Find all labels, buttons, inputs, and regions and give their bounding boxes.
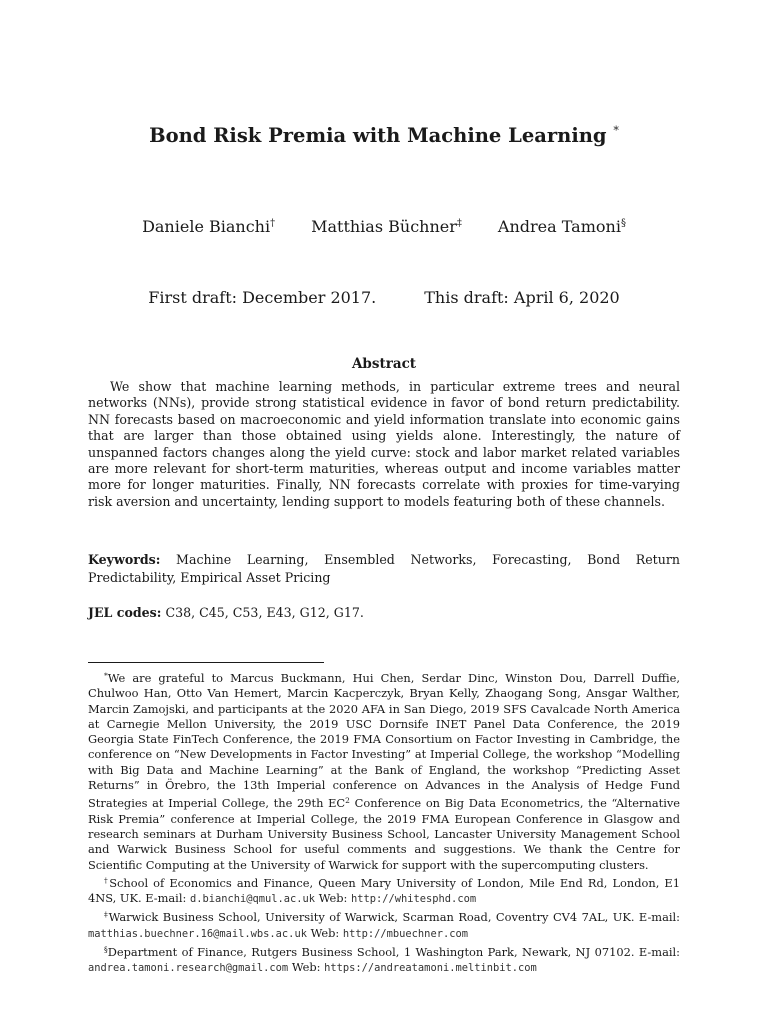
footnote-text: We are grateful to Marcus Buckmann, Hui Chen, Serdar Dinc, Winston Dou, Darrell Duffie, Chulwoo Han, Otto Van Hemert, Marcin Kacperczyk, Bryan Kelly, Zhaogang Song, Ansgar Walther, Marcin Zamojski, and participants at the 2020 AFA in San Diego, 2019 SFS Cavalcade North America at Carnegie Mellon University, the 2019 USC Dornsife INET Panel Data Conference, the 2019 Georgia State FinTech Conference, the 2019 FMA Consortium on Factor Investing in Cambridge, the conference on “New Developments in Factor Investing” at Imperial College, the workshop “Modelling with Big Data and Machine Learning” at the Bank of England, the workshop “Predicting Asset Returns” in Örebro, the 13th Imperial conference on Advances in the Analysis of Hedge Fund Strategies at Imperial College, the 29th EC	[88, 671, 680, 811]
web-label: Web:	[318, 891, 348, 906]
author-name: Andrea Tamoni	[497, 217, 621, 236]
footnote-divider	[88, 662, 324, 663]
author-bianchi	[142, 217, 275, 236]
web-link[interactable]: https://andreatamoni.meltinbit.com	[324, 962, 537, 975]
abstract-heading: Abstract	[351, 356, 417, 372]
email-link[interactable]: d.bianchi@qmul.ac.uk	[189, 893, 316, 906]
footnote-text: School of Economics and Finance, Queen Mary University of London, Mile End Rd, London, E1 4NS, UK.	[88, 875, 680, 906]
footnote-mark: ‡	[104, 910, 109, 920]
author-list	[0, 217, 768, 236]
keywords-label: Keywords:	[88, 552, 161, 567]
title-text: Bond Risk Premia with Machine Learning	[149, 124, 607, 147]
web-link[interactable]: http://whitesphd.com	[350, 893, 477, 906]
author-name: Daniele Bianchi	[142, 217, 271, 236]
author-mark: ‡	[456, 218, 462, 229]
footnote-mark: §	[104, 945, 108, 955]
footnote-text: Conference on Big Data Econometrics, the “Alternative Risk Premia” conference at Imperial College, the 2019 FMA European Conference in Glasgow and research seminars at Durham University Business School, Lancaster University Management School and Warwick Business School for useful comments and suggestions. We thank the Centre for Scientific Computing at the University of Warwick for support with the supercomputing clusters.	[88, 796, 681, 872]
this-draft-date: This draft: April 6, 2020	[424, 288, 620, 307]
footnote-text: Department of Finance, Rutgers Business School, 1 Washington Park, Newark, NJ 07102. E-mail:	[107, 945, 680, 960]
author-mark: †	[270, 218, 276, 229]
first-draft-date: First draft: December 2017.	[148, 288, 377, 307]
footnote-acknowledgements	[88, 668, 680, 873]
abstract-text: We show that machine learning methods, in particular extreme trees and neural networks (NNs), provide strong statistical evidence in favor of bond return predictability. NN forecasts based on macroeconomic and yield information translate into economic gains that are larger than those obtained using yields alone. Interestingly, the nature of unspanned factors changes along the yield curve: stock and labor market related variables are more relevant for short-term maturities, whereas output and income variables matter more for longer maturities. Finally, NN forecasts correlate with proxies for time-varying risk aversion and uncertainty, lending support to models featuring both of these channels.	[88, 379, 680, 509]
footnote-mark: *	[104, 671, 108, 680]
author-name: Matthias Büchner	[311, 217, 457, 236]
jel-text: C38, C45, C53, E43, G12, G17.	[165, 605, 364, 620]
footnote-text: Warwick Business School, University of Warwick, Scarman Road, Coventry CV4 7AL, UK. E-mail:	[108, 910, 681, 925]
paper-title	[0, 124, 768, 147]
author-tamoni	[498, 217, 626, 236]
email-link[interactable]: matthias.buechner.16@mail.wbs.ac.uk	[88, 927, 307, 940]
title-footnote-mark: *	[613, 124, 619, 137]
keywords-text: Machine Learning, Ensembled Networks, Forecasting, Bond Return Predictability, Empirical Asset Pricing	[88, 552, 680, 585]
jel-label: JEL codes:	[88, 605, 162, 620]
web-link[interactable]: http://mbuechner.com	[342, 927, 468, 940]
footnotes	[88, 668, 680, 977]
web-label: Web:	[310, 925, 340, 940]
draft-dates	[0, 288, 768, 307]
author-mark: §	[620, 218, 626, 229]
web-label: Web:	[291, 960, 321, 975]
footnote-mark: †	[104, 875, 110, 885]
footnote-bianchi	[88, 873, 680, 908]
email-link[interactable]: andrea.tamoni.research@gmail.com	[88, 962, 289, 975]
footnote-tamoni	[88, 942, 680, 977]
jel-codes	[88, 604, 680, 622]
keywords	[88, 551, 680, 587]
superscript: 2	[345, 796, 350, 806]
footnote-buchner	[88, 907, 680, 942]
email-label: E-mail:	[145, 891, 187, 906]
author-buchner	[311, 217, 462, 236]
